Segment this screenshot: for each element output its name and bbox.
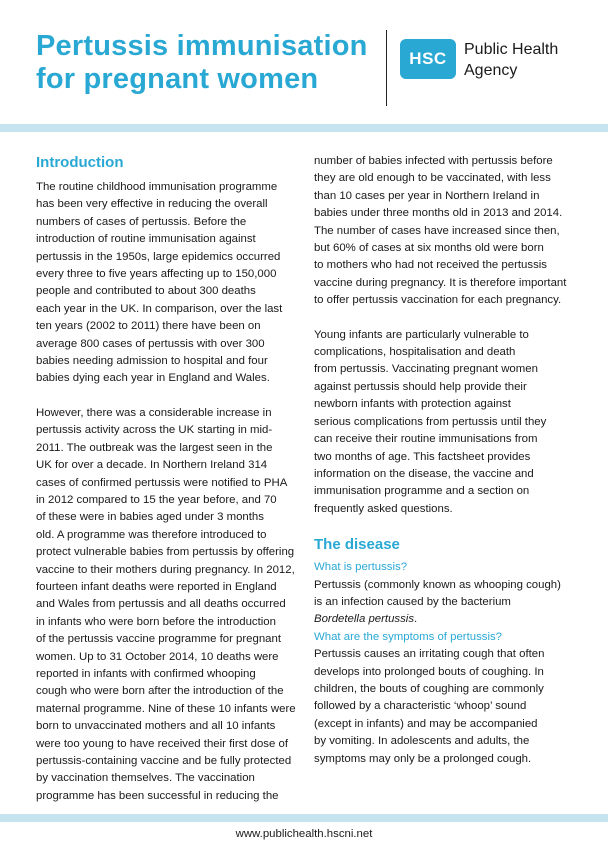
text-line [314, 611, 578, 628]
answer-what-is-pertussis [314, 577, 578, 629]
question-symptoms: What are the symptoms of pertussis? [314, 630, 503, 643]
text-line: and Wales from pertussis and all deaths occurred [36, 598, 286, 611]
text-line: each year in the UK. In comparison, over the last [36, 302, 283, 315]
text-line: two months of age. This factsheet provides [314, 450, 531, 463]
text-line: is an infection caused by the bacterium [314, 595, 511, 608]
text-line: 2011. The outbreak was the largest seen in the [36, 441, 273, 454]
text-line: maternal programme. Nine of these 10 infants were [36, 702, 296, 715]
text-line: in infants who were born before the introduction [36, 615, 276, 628]
text-line: babies under three months old in 2013 and 2014. [314, 207, 563, 220]
text-line: against pertussis should help provide their [314, 380, 527, 393]
intro-paragraph-3 [314, 153, 578, 310]
section-heading-introduction: Introduction [36, 154, 124, 171]
text-line: introduction of routine immunisation against [36, 233, 256, 246]
text-line: to mothers who had not received the pertussis [314, 259, 548, 272]
text-line: has been very effective in reducing the overall [36, 198, 268, 211]
text-line: but 60% of cases at six months old were born [314, 242, 544, 255]
text-line: by vaccination themselves. The vaccination [36, 772, 255, 785]
text-line: can receive their routine immunisations from [314, 433, 538, 446]
text-line: (except in infants) and may be accompanied [314, 717, 538, 730]
text-line: than 10 cases per year in Northern Ireland in [314, 189, 540, 202]
org-name-line: Public Health [464, 41, 559, 58]
intro-paragraph-1 [36, 179, 294, 388]
text-line: programme has been successful in reducing the [36, 789, 279, 802]
text-line: However, there was a considerable increase in [36, 406, 272, 419]
text-line: vaccine during pregnancy. It is therefore important [314, 276, 567, 289]
text-line: pertussis in the 1950s, large epidemics occurred [36, 250, 281, 263]
text-line: immunisation programme and a section on [314, 485, 530, 498]
text-line: old. A programme was therefore introduced to [36, 528, 267, 541]
text-line: followed by a characteristic ‘whoop’ sound [314, 700, 527, 713]
text-line: of the pertussis vaccine programme for pregnant [36, 633, 282, 646]
text-line: develops into prolonged bouts of coughing. In [314, 665, 544, 678]
text-line: children, the bouts of coughing are commonly [314, 682, 544, 695]
text-line: by vomiting. In adolescents and adults, the [314, 735, 530, 748]
header-divider [386, 30, 387, 106]
title-line: Pertussis immunisation [36, 30, 368, 62]
question-what-is-pertussis: What is pertussis? [314, 561, 408, 574]
left-column [36, 153, 294, 805]
intro-paragraph-4 [314, 327, 578, 518]
logo-text: HSC [409, 49, 447, 68]
organisation-name [464, 39, 558, 81]
text-line: they are old enough to be vaccinated, with less [314, 172, 551, 185]
right-column [314, 153, 578, 768]
answer-symptoms [314, 646, 578, 768]
text-line: of these were in babies aged under 3 months [36, 511, 264, 524]
sentence-end: . [414, 613, 418, 626]
text-line: babies needing admission to hospital and four [36, 355, 268, 368]
text-line: newborn infants with protection against [314, 398, 511, 411]
text-line: number of babies infected with pertussis before [314, 155, 553, 167]
text-line: protect vulnerable babies from pertussis by offering [36, 546, 295, 559]
text-line: pertussis activity across the UK starting in mid- [36, 424, 273, 437]
footer-band [0, 814, 608, 822]
text-line: babies dying each year in England and Wales. [36, 372, 270, 385]
text-line: vaccine to their mothers during pregnancy. In 2012, [36, 563, 295, 576]
text-line: cough who were born after the introduction of the [36, 685, 284, 698]
text-line: women. Up to 31 October 2014, 10 deaths were [36, 650, 279, 663]
text-line: Young infants are particularly vulnerable to [314, 328, 529, 341]
hsc-logo [400, 39, 456, 79]
page-title [36, 30, 368, 96]
text-line: ten years (2002 to 2011) there have been on [36, 320, 261, 333]
text-line: serious complications from pertussis until they [314, 415, 547, 428]
text-line: fourteen infant deaths were reported in England [36, 580, 277, 593]
text-line: numbers of cases of pertussis. Before the [36, 215, 247, 228]
text-line: average 800 cases of pertussis with over 300 [36, 337, 265, 350]
text-line: frequently asked questions. [314, 502, 453, 515]
text-line: Pertussis (commonly known as whooping cough) [314, 578, 561, 591]
header-band [0, 124, 608, 132]
text-line: from pertussis. Vaccinating pregnant women [314, 363, 538, 376]
text-line: every three to five years affecting up to 150,000 [36, 268, 277, 281]
text-line: The number of cases have increased since then, [314, 224, 560, 237]
text-line: were too young to have received their first dose of [36, 737, 289, 750]
text-line: people and contributed to about 300 deaths [36, 285, 256, 298]
intro-paragraph-2 [36, 405, 294, 805]
text-line: complications, hospitalisation and death [314, 346, 516, 359]
text-line: The routine childhood immunisation programme [36, 181, 278, 193]
text-line: UK for over a decade. In Northern Ireland 314 [36, 459, 268, 472]
title-line: for pregnant women [36, 63, 319, 95]
text-line: pertussis-containing vaccine and be fully protected [36, 755, 292, 767]
footer-website-link[interactable]: www.publichealth.hscni.net [235, 828, 373, 840]
text-line: in 2012 compared to 15 the year before, and 70 [36, 493, 277, 506]
org-name-line: Agency [464, 62, 518, 79]
text-line: reported in infants with confirmed whooping [36, 667, 256, 680]
text-line: cases of confirmed pertussis were notified to PHA [36, 476, 288, 489]
text-line: Pertussis causes an irritating cough that often [314, 648, 545, 661]
section-heading-the-disease: The disease [314, 536, 400, 554]
text-line: born to unvaccinated mothers and all 10 infants [36, 720, 276, 733]
text-line: to offer pertussis vaccination for each pregnancy. [314, 294, 562, 307]
text-line: symptoms may only be a prolonged cough. [314, 752, 532, 765]
text-line: information on the disease, the vaccine and [314, 467, 534, 480]
bacterium-name: Bordetella pertussis [314, 613, 415, 626]
